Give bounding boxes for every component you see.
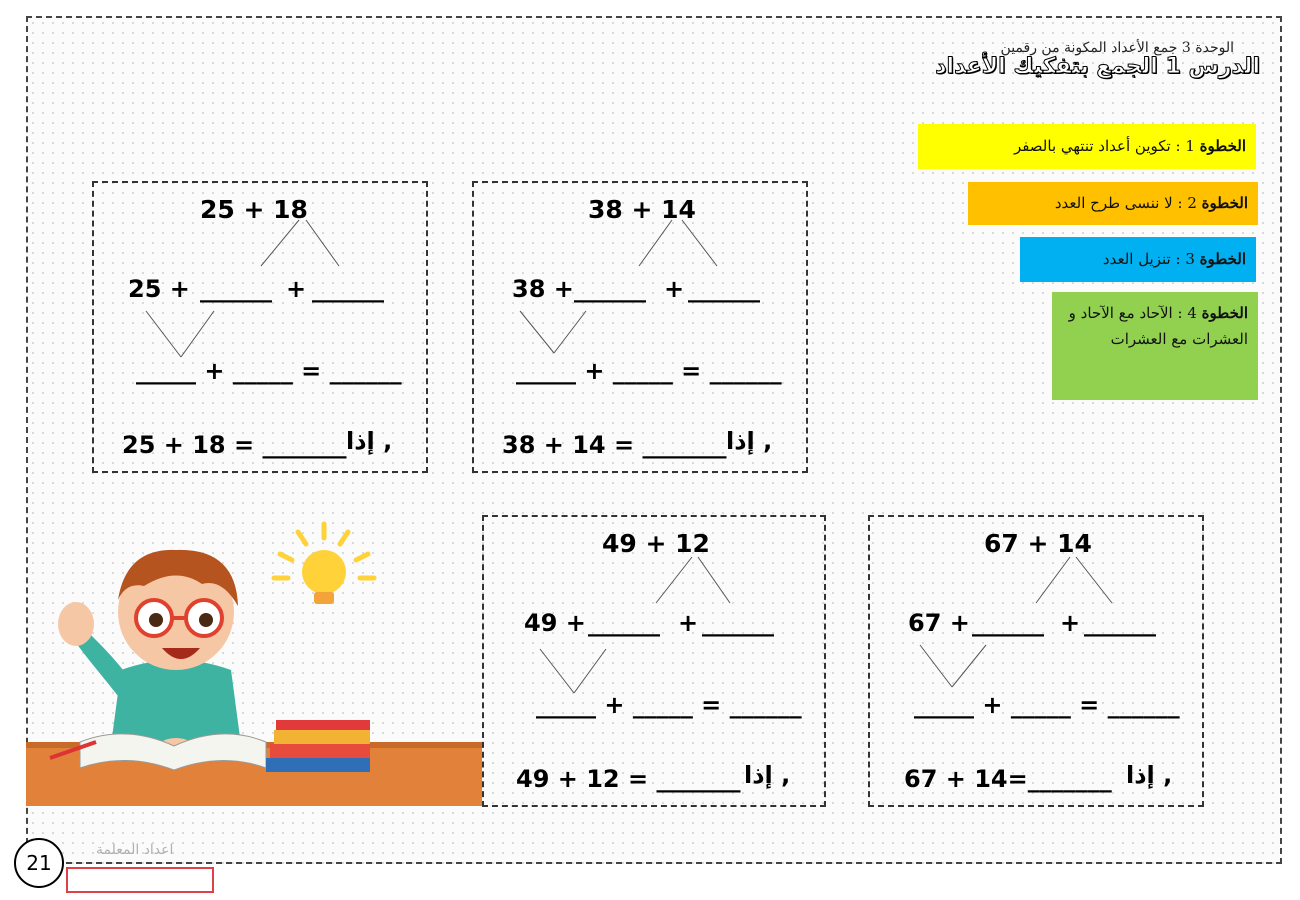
- step-number: 4: [1187, 304, 1197, 322]
- sum-row[interactable]: _____ + _____ = ______: [536, 691, 802, 719]
- exercise-box-4: [868, 515, 1204, 807]
- therefore-label: إذا ,: [1126, 761, 1173, 789]
- split-expression-left: 49 +: [524, 609, 586, 637]
- raised-hand: [58, 602, 94, 646]
- kid-illustration: [26, 520, 482, 806]
- unit-title: الوحدة 3 جمع الأعداد المكونة من رقمين: [1000, 40, 1234, 56]
- therefore-label: إذا ,: [726, 427, 773, 455]
- sum-row[interactable]: _____ + _____ = ______: [136, 357, 402, 385]
- lightbulb-icon: [274, 524, 374, 604]
- blank-tens[interactable]: ______: [200, 275, 272, 303]
- step-label: الخطوة: [1201, 304, 1248, 322]
- step-number: 2: [1187, 194, 1197, 212]
- lesson-title: الدرس 1 الجمع بتفكيك الأعداد: [935, 54, 1260, 79]
- blank-tens[interactable]: ______: [972, 609, 1044, 637]
- exercise-head: 25 + 18: [200, 195, 308, 224]
- blank-ones[interactable]: ______: [1084, 609, 1156, 637]
- exercise-box-1: [92, 181, 428, 473]
- blank-tens[interactable]: ______: [574, 275, 646, 303]
- plus-sign: +: [678, 609, 699, 637]
- step-text: : لا ننسى طرح العدد: [1054, 194, 1183, 212]
- sum-row[interactable]: _____ + _____ = ______: [516, 357, 782, 385]
- step-number: 3: [1185, 250, 1195, 268]
- lesson-header: [935, 40, 1260, 79]
- therefore-label: إذا ,: [744, 761, 791, 789]
- blank-ones[interactable]: ______: [312, 275, 384, 303]
- credit-text: اعداد المعلمة: [96, 842, 174, 858]
- split-expression-left: 38 +: [512, 275, 574, 303]
- answer-equation[interactable]: 25 + 18 = _______: [122, 431, 347, 459]
- step-label: الخطوة: [1201, 194, 1248, 212]
- name-field[interactable]: [66, 867, 214, 893]
- step-text: : تكوين أعداد تنتهي بالصفر: [1013, 137, 1181, 155]
- book-stack: [266, 720, 370, 772]
- plus-sign: +: [664, 275, 685, 303]
- step-text: : الآحاد مع الآحاد و العشرات مع العشرات: [1068, 304, 1248, 348]
- exercise-box-3: [482, 515, 826, 807]
- plus-sign: +: [1060, 609, 1081, 637]
- sum-row[interactable]: _____ + _____ = ______: [914, 691, 1180, 719]
- step-4-box: [1052, 292, 1258, 400]
- answer-equation[interactable]: 67 + 14=_______: [904, 765, 1112, 793]
- step-2-box: [968, 182, 1258, 225]
- therefore-label: إذا ,: [346, 427, 393, 455]
- split-expression-left: 67 +: [908, 609, 970, 637]
- blank-ones[interactable]: ______: [702, 609, 774, 637]
- exercise-head: 38 + 14: [588, 195, 696, 224]
- split-expression-left: 25 +: [128, 275, 190, 303]
- answer-equation[interactable]: 38 + 14 = _______: [502, 431, 727, 459]
- exercise-head: 49 + 12: [602, 529, 710, 558]
- plus-sign: +: [286, 275, 307, 303]
- shirt: [111, 660, 241, 745]
- page-number: 21: [14, 838, 64, 888]
- exercise-box-2: [472, 181, 808, 473]
- step-1-box: [918, 124, 1256, 169]
- blank-ones[interactable]: ______: [688, 275, 760, 303]
- step-text: : تنزيل العدد: [1102, 250, 1181, 268]
- answer-equation[interactable]: 49 + 12 = _______: [516, 765, 741, 793]
- step-number: 1: [1185, 137, 1195, 155]
- exercise-head: 67 + 14: [984, 529, 1092, 558]
- step-3-box: [1020, 237, 1256, 282]
- blank-tens[interactable]: ______: [588, 609, 660, 637]
- step-label: الخطوة: [1199, 137, 1246, 155]
- step-label: الخطوة: [1199, 250, 1246, 268]
